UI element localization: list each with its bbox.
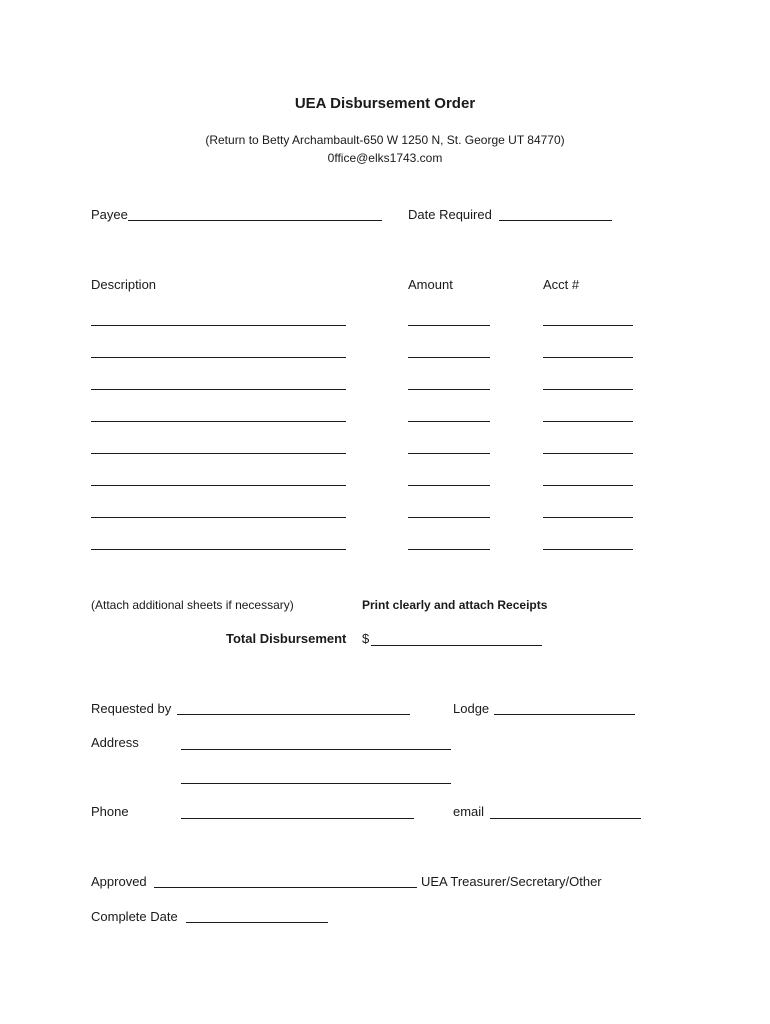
contact-email: 0ffice@elks1743.com: [327, 151, 443, 165]
acct-field[interactable]: [543, 453, 633, 454]
description-field[interactable]: [91, 357, 346, 358]
date-required-field[interactable]: [499, 220, 612, 221]
description-field[interactable]: [91, 389, 346, 390]
acct-field[interactable]: [543, 325, 633, 326]
acct-field[interactable]: [543, 549, 633, 550]
approver-role: UEA Treasurer/Secretary/Other: [421, 874, 602, 889]
amount-header: Amount: [408, 277, 453, 292]
attach-note: (Attach additional sheets if necessary): [91, 598, 294, 612]
email-label: email: [453, 804, 485, 819]
acct-field[interactable]: [543, 357, 633, 358]
form-title: UEA Disbursement Order: [294, 95, 476, 112]
description-field[interactable]: [91, 421, 346, 422]
payee-field[interactable]: [128, 220, 382, 221]
print-note: Print clearly and attach Receipts: [362, 598, 548, 612]
phone-field[interactable]: [181, 818, 414, 819]
description-header: Description: [91, 277, 157, 292]
description-field[interactable]: [91, 517, 346, 518]
complete-date-field[interactable]: [186, 922, 328, 923]
acct-field[interactable]: [543, 517, 633, 518]
requested-by-field[interactable]: [177, 714, 410, 715]
currency-symbol: $: [362, 631, 370, 646]
address-label: Address: [91, 735, 139, 750]
acct-field[interactable]: [543, 485, 633, 486]
amount-field[interactable]: [408, 389, 490, 390]
phone-label: Phone: [91, 804, 129, 819]
email-field[interactable]: [490, 818, 641, 819]
date-required-label: Date Required: [408, 207, 492, 222]
description-field[interactable]: [91, 453, 346, 454]
amount-field[interactable]: [408, 485, 490, 486]
total-field[interactable]: [371, 645, 542, 646]
requested-by-label: Requested by: [91, 701, 172, 716]
approved-field[interactable]: [154, 887, 417, 888]
acct-field[interactable]: [543, 421, 633, 422]
lodge-field[interactable]: [494, 714, 635, 715]
address-field-line-1[interactable]: [181, 749, 451, 750]
total-label: Total Disbursement: [226, 631, 347, 646]
return-address: (Return to Betty Archambault-650 W 1250 N, St. George UT 84770): [205, 133, 565, 147]
payee-label: Payee: [91, 207, 128, 222]
amount-field[interactable]: [408, 357, 490, 358]
amount-field[interactable]: [408, 517, 490, 518]
acct-field[interactable]: [543, 389, 633, 390]
description-field[interactable]: [91, 325, 346, 326]
complete-date-label: Complete Date: [91, 909, 178, 924]
lodge-label: Lodge: [453, 701, 490, 716]
approved-label: Approved: [91, 874, 147, 889]
amount-field[interactable]: [408, 325, 490, 326]
address-field-line-2[interactable]: [181, 783, 451, 784]
amount-field[interactable]: [408, 421, 490, 422]
description-field[interactable]: [91, 549, 346, 550]
acct-header: Acct #: [543, 277, 580, 292]
amount-field[interactable]: [408, 549, 490, 550]
amount-field[interactable]: [408, 453, 490, 454]
description-field[interactable]: [91, 485, 346, 486]
